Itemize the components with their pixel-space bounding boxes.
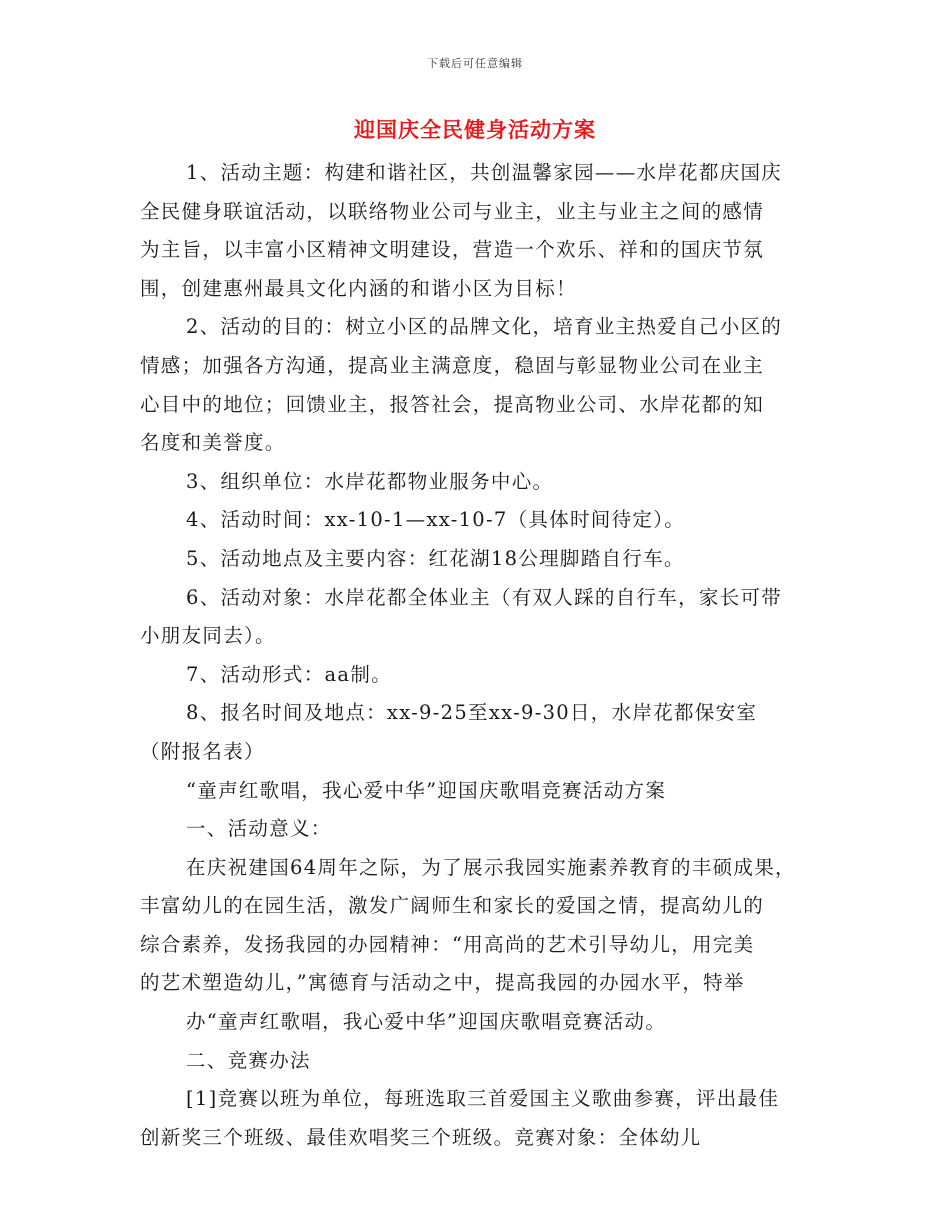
body-line: 5、活动地点及主要内容：红花湖18公理脚踏自行车。 — [186, 546, 685, 570]
body-line: 围，创建惠州最具文化内涵的和谐小区为目标！ — [140, 276, 577, 300]
body-line: 7、活动形式：aa制。 — [186, 662, 392, 686]
body-line: 8、报名时间及地点：xx-9-25至xx-9-30日，水岸花都保安室 — [186, 701, 758, 725]
body-line: “童声红歌唱，我心爱中华”迎国庆歌唱竞赛活动方案 — [186, 778, 667, 802]
body-line: 二、竞赛办法 — [186, 1048, 311, 1072]
body-line: 名度和美誉度。 — [140, 431, 286, 455]
body-line: 3、组织单位：水岸花都物业服务中心。 — [186, 469, 554, 493]
body-line: 全民健身联谊活动，以联络物业公司与业主，业主与业主之间的感情 — [140, 199, 765, 223]
document-title: 迎国庆全民健身活动方案 — [354, 117, 596, 142]
body-line: 6、活动对象：水岸花都全体业主（有双人踩的自行车，家长可带 — [186, 585, 783, 609]
body-line: 办“童声红歌唱，我心爱中华”迎国庆歌唱竞赛活动。 — [186, 1010, 667, 1034]
body-line: 创新奖三个班级、最佳欢唱奖三个班级。竞赛对象：全体幼儿 — [140, 1125, 702, 1149]
body-line: 2、活动的目的：树立小区的品牌文化，培育业主热爱自己小区的 — [186, 315, 783, 339]
body-line: 情感；加强各方沟通，提高业主满意度，稳固与彰显物业公司在业主 — [140, 353, 765, 377]
body-line: 1、活动主题：构建和谐社区，共创温馨家园——水岸花都庆国庆 — [186, 161, 783, 184]
body-line: 丰富幼儿的在园生活，激发广阔师生和家长的爱国之情，提高幼儿的 — [140, 894, 765, 918]
body-line: （附报名表） — [140, 739, 265, 763]
body-line: 在庆祝建国64周年之际，为了展示我园实施素养教育的丰硕成果， — [186, 855, 796, 879]
body-line: 的艺术塑造幼儿，”寓德育与活动之中，提高我园的办园水平，特举 — [140, 971, 745, 995]
body-line: 为主旨，以丰富小区精神文明建设，营造一个欢乐、祥和的国庆节氛 — [140, 238, 765, 262]
page-header-note: 下载后可任意编辑 — [427, 57, 523, 70]
document-body — [140, 154, 815, 1157]
body-line: 一、活动意义： — [186, 817, 332, 841]
body-line: [1]竞赛以班为单位，每班选取三首爱国主义歌曲参赛，评出最佳 — [186, 1087, 780, 1111]
body-line: 小朋友同去）。 — [140, 624, 276, 648]
body-line: 心目中的地位；回馈业主，报答社会，提高物业公司、水岸花都的知 — [140, 392, 765, 416]
body-line: 综合素养，发扬我园的办园精神：“用高尚的艺术引导幼儿，用完美 — [140, 932, 755, 956]
body-line: 4、活动时间：xx-10-1—xx-10-7（具体时间待定）。 — [186, 508, 686, 532]
